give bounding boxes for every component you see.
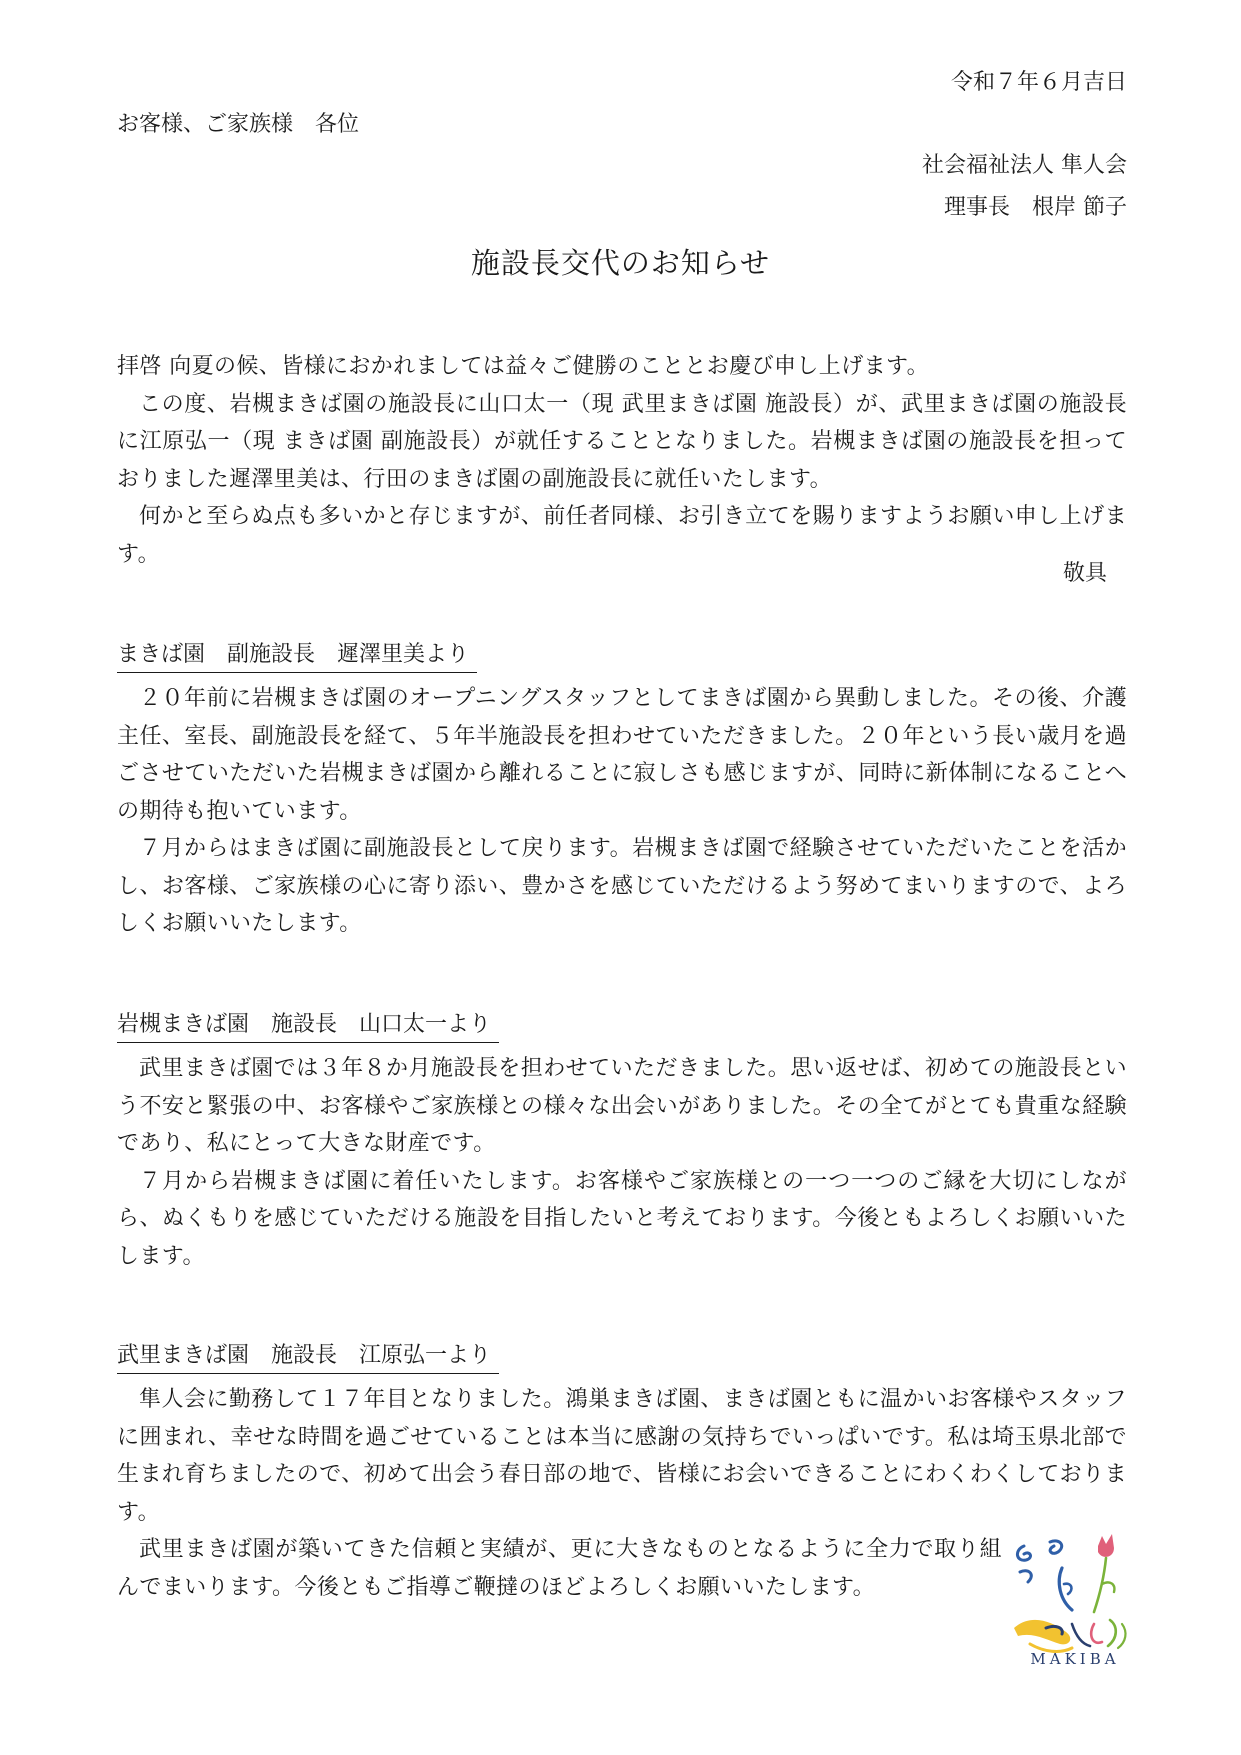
section-paragraph: 武里まきば園では３年８か月施設長を担わせていただきました。思い返せば、初めての施設長という不安と緊張の中、お客様やご家族様との様々な出会いがありました。その全てがとても貴重な経験であり、私にとって大きな財産です。 <box>117 1056 1127 1156</box>
makiba-logo-text: MAKIBA <box>1030 1650 1120 1668</box>
letter-request: 何かと至らぬ点も多いかと存じますが、前任者同様、お引き立てを賜りますようお願い申し上げます。 <box>117 504 1127 567</box>
section-paragraph: 隼人会に勤務して１７年目となりました。鴻巣まきば園、まきば園ともに温かいお客様やスタッフに囲まれ、幸せな時間を過ごせていることは本当に感謝の気持ちでいっぱいです。私は埼玉県北部で生まれ育ちましたので、初めて出会う春日部の地で、皆様にお会いできることにわくわくしております。 <box>117 1387 1127 1525</box>
section-heading-ehara: 武里まきば園 施設長 江原弘一より <box>117 1339 499 1374</box>
letter-closing: 敬具 <box>1063 561 1108 586</box>
section-body-ososawa <box>117 680 1127 943</box>
section-paragraph: ７月からはまきば園に副施設長として戻ります。岩槻まきば園で経験させていただいたことを活かし、お客様、ご家族様の心に寄り添い、豊かさを感じていただけるよう努めてまいりますので、よろしくお願いいたします。 <box>117 836 1127 936</box>
organization-name: 社会福祉法人 隼人会 <box>922 153 1127 178</box>
section-body-yamaguchi <box>117 1050 1127 1275</box>
issue-date: 令和７年６月吉日 <box>950 70 1127 95</box>
recipients: お客様、ご家族様 各位 <box>117 112 360 137</box>
page-title: 施設長交代のお知らせ <box>470 246 771 280</box>
section-paragraph: ２０年前に岩槻まきば園のオープニングスタッフとしてまきば園から異動しました。その後、介護主任、室長、副施設長を経て、５年半施設長を担わせていただきました。２０年という長い歳月を過ごさせていただいた岩槻まきば園から離れることに寂しさも感じますが、同時に新体制になることへの期待も抱いています。 <box>117 686 1127 824</box>
letter-announcement: この度、岩槻まきば園の施設長に山口太一（現 武里まきば園 施設長）が、武里まきば園の施設長に江原弘一（現 まきば園 副施設長）が就任することとなりました。岩槻まきば園の施設長を担っておりました遲澤里美は、行田のまきば園の副施設長に就任いたします。 <box>117 391 1127 492</box>
section-heading-ososawa: まきば園 副施設長 遲澤里美より <box>117 638 477 673</box>
section-body-ehara <box>117 1381 1127 1606</box>
section-paragraph: 武里まきば園が築いてきた信頼と実績が、更に大きなものとなるように全力で取り組んでまいります。今後ともご指導ご鞭撻のほどよろしくお願いいたします。 <box>117 1537 1002 1600</box>
letter-greeting: 拝啓 向夏の候、皆様におかれましては益々ご健勝のこととお慶び申し上げます。 <box>117 354 930 379</box>
main-letter <box>117 348 1127 573</box>
chairman-name: 理事長 根岸 節子 <box>944 195 1127 220</box>
section-heading-yamaguchi: 岩槻まきば園 施設長 山口太一より <box>117 1008 499 1043</box>
makiba-logo <box>1010 1528 1140 1698</box>
section-paragraph: ７月から岩槻まきば園に着任いたします。お客様やご家族様との一つ一つのご縁を大切にしながら、ぬくもりを感じていただける施設を目指したいと考えております。今後ともよろしくお願いいたします。 <box>117 1168 1127 1269</box>
